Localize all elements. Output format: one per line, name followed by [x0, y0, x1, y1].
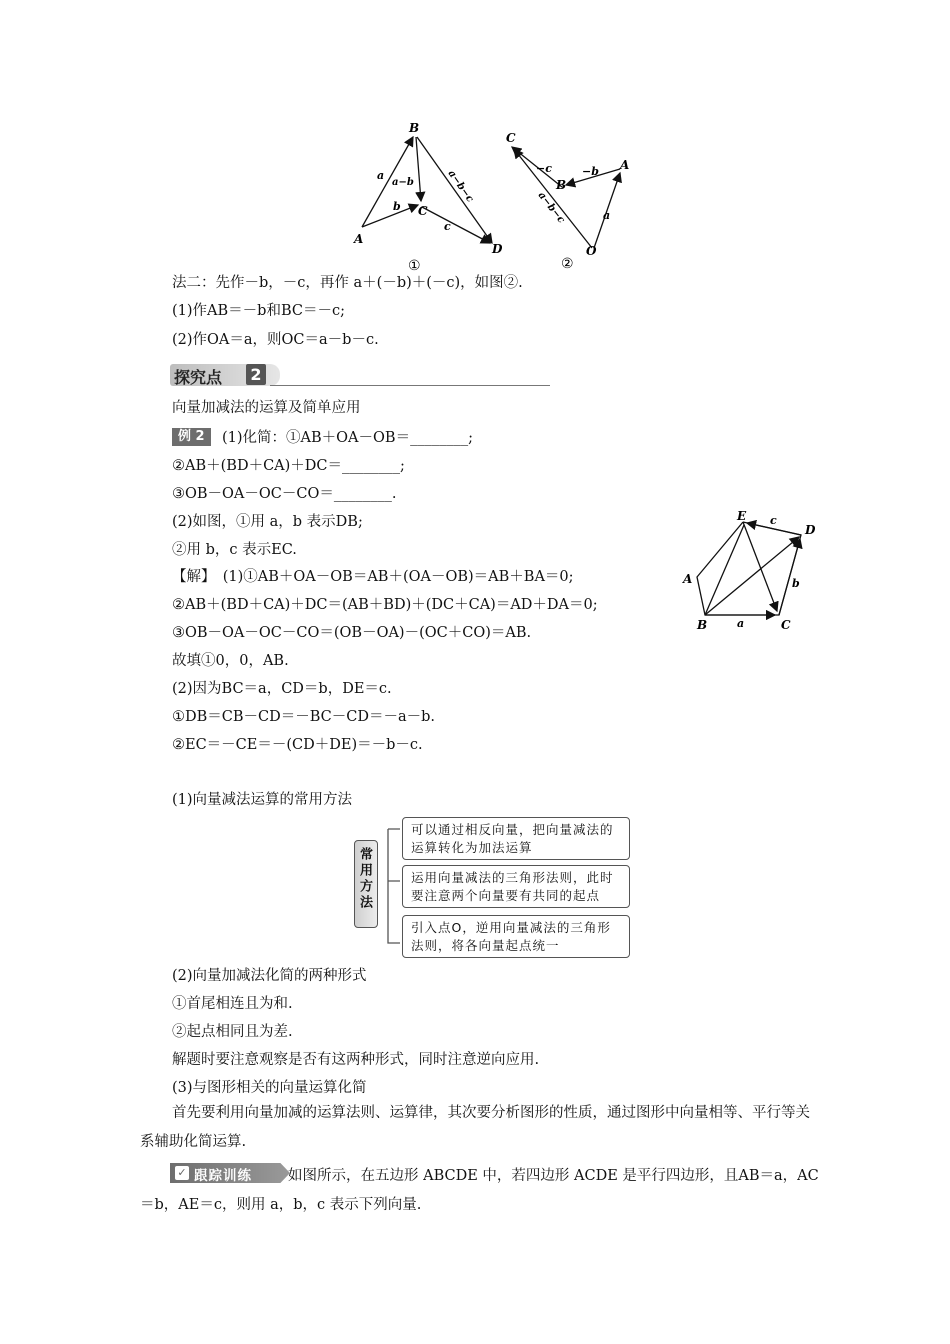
- method-box-2: 运用向量减法的三角形法则，此时要注意两个向量要有共同的起点: [402, 865, 630, 908]
- summary-p1: ①首尾相连且为和.: [172, 996, 293, 1012]
- figure-2: [498, 125, 648, 275]
- solution-l2: ②AB＋(BD＋CA)＋DC＝(AB＋BD)＋(DC＋CA)＝AD＋DA＝0;: [172, 597, 598, 613]
- example-q4: (2)如图，①用 a，b 表示DB;: [172, 514, 363, 530]
- summary-p4: [140, 1099, 820, 1157]
- topic: 向量加减法的运算及简单应用: [172, 400, 361, 416]
- summary-p3: 解题时要注意观察是否有这两种形式，同时注意逆向应用.: [172, 1052, 540, 1068]
- method2-line2: (1)作AB＝－b和BC＝－c;: [172, 303, 345, 319]
- practice-tag-label: 跟踪训练: [194, 1168, 252, 1184]
- method-box-3: 引入点O，逆用向量减法的三角形法则，将各向量起点统一: [402, 915, 630, 958]
- fig3-label-E: E: [737, 509, 747, 523]
- summary-h2: (2)向量加减法化简的两种形式: [172, 968, 367, 984]
- fig2-label-C: C: [506, 131, 516, 145]
- fig1-label-D: D: [492, 242, 503, 256]
- fig2-label-A: A: [620, 158, 630, 172]
- fig1-label-c: c: [444, 220, 451, 233]
- fig2-caption: ②: [561, 256, 574, 272]
- practice-text-content: 如图所示，在五边形 ABCDE 中，若四边形 ACDE 是平行四边形，且AB＝a，AC＝b，AE＝c，则用 a，b，c 表示下列向量.: [140, 1168, 819, 1213]
- fig3-label-D: D: [805, 523, 816, 537]
- fig2-label-mc: −c: [536, 162, 552, 175]
- solution-l5: (2)因为BC＝a，CD＝b，DE＝c.: [172, 681, 392, 697]
- method-center-text: 常用方法: [357, 847, 372, 911]
- figure-3: [675, 505, 825, 635]
- fig3-label-c: c: [770, 514, 777, 527]
- fig3-label-B: B: [697, 618, 708, 632]
- section-divider: [270, 385, 550, 386]
- summary-p2: ②起点相同且为差.: [172, 1024, 293, 1040]
- example-q2: ②AB＋(BD＋CA)＋DC＝________;: [172, 458, 405, 474]
- solution-l1: 【解】 (1)①AB＋OA－OB＝AB＋(OA－OB)＝AB＋BA＝0;: [172, 569, 574, 585]
- fig2-label-a: a: [603, 209, 611, 222]
- fig2-label-ambmc: a−b−c: [535, 190, 567, 226]
- practice-text: [140, 1162, 820, 1220]
- fig3-label-b: b: [792, 577, 800, 590]
- fig1-label-amb: a−b: [392, 177, 414, 188]
- fig1-label-a: a: [377, 169, 385, 182]
- practice-tag-icon: ✓: [175, 1166, 189, 1180]
- method2-line1: 法二：先作－b，－c，再作 a＋(－b)＋(－c)，如图②.: [172, 275, 523, 291]
- section-header: [170, 364, 550, 388]
- method2-line3: (2)作OA＝a，则OC＝a－b－c.: [172, 332, 379, 348]
- section-title: 探究点: [174, 368, 223, 387]
- example-q5: ②用 b，c 表示EC.: [172, 542, 297, 558]
- figure-1: [340, 115, 510, 275]
- fig2-label-O: O: [586, 244, 597, 258]
- example-q3: ③OB－OA－OC－CO＝________.: [172, 486, 397, 502]
- fig1-label-B: B: [409, 121, 420, 135]
- summary-h3: (3)与图形相关的向量运算化简: [172, 1080, 367, 1096]
- solution-l7: ②EC＝－CE＝－(CD＋DE)＝－b－c.: [172, 737, 423, 753]
- fig3-label-C: C: [781, 618, 791, 632]
- summary-p4-text: 首先要利用向量加减的运算法则、运算律，其次要分析图形的性质，通过图形中向量相等、平行等关系辅助化简运算.: [140, 1105, 810, 1150]
- summary-h1: (1)向量减法运算的常用方法: [172, 792, 353, 808]
- fig3-label-A: A: [683, 572, 693, 586]
- solution-l3: ③OB－OA－OC－CO＝(OB－OA)－(OC＋CO)＝AB.: [172, 625, 532, 641]
- solution-l6: ①DB＝CB－CD＝－BC－CD＝－a－b.: [172, 709, 436, 725]
- section-number: 2: [246, 364, 266, 385]
- fig1-label-b: b: [393, 200, 401, 213]
- fig3-label-a: a: [737, 617, 745, 630]
- example-q1: (1)化简：①AB＋OA－OB＝________;: [222, 430, 473, 446]
- method-box-1: 可以通过相反向量，把向量减法的运算转化为加法运算: [402, 817, 630, 860]
- solution-l4: 故填①0，0，AB.: [172, 653, 289, 669]
- fig1-label-C: C: [418, 204, 428, 218]
- method-center-label: [354, 840, 378, 928]
- fig2-label-mb: −b: [582, 165, 599, 178]
- fig1-label-A: A: [354, 232, 364, 246]
- example-tag: 例 2: [172, 428, 211, 446]
- fig1-label-ambmc: a−b−c: [445, 168, 476, 205]
- fig1-caption: ①: [408, 258, 421, 274]
- fig2-label-B: B: [556, 178, 567, 192]
